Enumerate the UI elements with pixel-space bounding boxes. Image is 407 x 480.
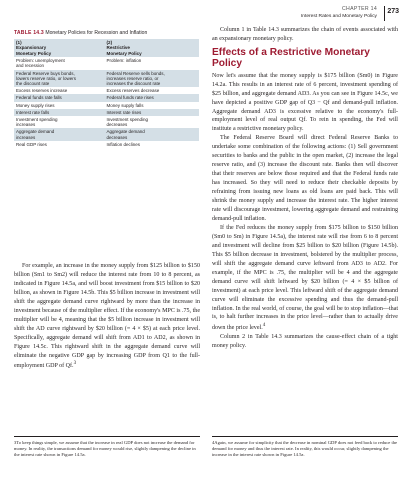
- table-cell: [107, 110, 198, 115]
- table-row: [14, 94, 199, 101]
- paragraph: [14, 262, 200, 371]
- table-cell-line: Aggregate demand: [106, 129, 145, 135]
- table-cell-line: decreases: [106, 122, 128, 128]
- table-cell-line: increases: [16, 134, 36, 140]
- running-title: Interest Rates and Monetary Policy: [300, 14, 377, 19]
- table-cell-line: Money supply rises: [16, 102, 55, 108]
- table-cell: [16, 71, 107, 87]
- header-rule: [384, 6, 385, 21]
- heading-line2: Policy: [212, 58, 243, 70]
- table-cell: [107, 103, 198, 108]
- table-cell: [16, 110, 107, 115]
- table-cell: [107, 58, 198, 68]
- table-row: [14, 70, 199, 88]
- table-cell: [107, 71, 198, 87]
- paragraph: Column 2 in Table 14.3 summarizes the cause-effect chain of a tight money policy.: [212, 334, 398, 350]
- col1-header-line2: Monetary Policy: [16, 50, 52, 56]
- footnote-marker: 4: [262, 323, 266, 329]
- col1-header-num: (1): [16, 40, 22, 45]
- table-cell: [16, 88, 107, 93]
- footnote-right: 4Again, we assume for simplicity that the decrease in nominal GDP does not feed back to reduce the demand for money and thus the interest rate. In reality, this would occur, slightly dampening the increase in the interest rate shown in Figure 14.5a.: [212, 436, 398, 458]
- table-cell-line: Aggregate demand: [16, 129, 55, 135]
- footnote-marker: 3: [73, 361, 77, 367]
- table-cell: [107, 142, 198, 147]
- table-cell: [16, 129, 107, 139]
- table-cell-line: increases: [16, 122, 36, 128]
- table-cell-line: increases the discount rate: [106, 81, 161, 87]
- policy-table: [14, 30, 199, 148]
- table-cell: [16, 103, 107, 108]
- col2-header-line1: Restrictive: [106, 45, 130, 51]
- table-number: TABLE 14.3: [14, 30, 44, 36]
- heading-line1: Effects of a Restrictive Monetary: [212, 46, 370, 58]
- table-cell-line: and recession: [16, 63, 45, 69]
- table-cell-line: Federal Reserve buys bonds,: [16, 70, 75, 76]
- table-row: [14, 141, 199, 148]
- left-column: [14, 262, 200, 371]
- col2-header: [107, 40, 198, 56]
- table-cell: [107, 95, 198, 100]
- table-cell-line: Investment spending: [106, 117, 149, 123]
- chapter-label: CHAPTER 14: [342, 6, 377, 12]
- table-row: [14, 116, 199, 128]
- paragraph-text: If the Fed reduces the money supply from $175 billion to $150 billion (Sm0 to Sm) in Figure 14.5a), the interest rate will rise from 6 to 8 percent and investment will decline from $25 billion to $20 billion (Figure 14.5b). This $5 billion decrease in investment, bolstered by the multiplier process, will shift the aggregate demand curve leftward from AD3 to AD2. For example, if the MPC is .75, the multiplier will be 4 and the aggregate demand curve will shift leftward by $20 billion (= 4 × $5 billion of investment) at each price level. This leftward shift of the aggregate demand curve will eliminate the excessive spending and thus the demand-pull inflation. In the real world, of course, the goal will be to stop inflation—that is, to halt further increases in the price level—rather than to actually drive down the price level.: [212, 224, 398, 332]
- right-column: [212, 26, 398, 351]
- col1-header-line1: Expansionary: [16, 45, 47, 51]
- paragraph: Column 1 in Table 14.3 summarizes the chain of events associated with an expansionary monetary policy.: [212, 27, 398, 42]
- table-cell: [16, 142, 107, 147]
- table-cell-line: Problem: unemployment: [16, 58, 65, 64]
- table-cell-line: increases reserve ratio, or: [106, 75, 159, 81]
- page-number: 273: [387, 8, 399, 15]
- table-cell-line: Investment spending: [16, 117, 58, 123]
- table-header: [14, 39, 199, 57]
- table-cell: [16, 95, 107, 100]
- paragraph-text: For example, an increase in the money supply from $125 billion to $150 billion (Sm1 to Sm2) will reduce the interest rate from 10 to 8 percent, as indicated in Figure 14.5a, and will boost investment from $15 billion to $20 billion, as shown in Figure 14.5b. This $5 billion increase in investment will shift the aggregate demand curve rightward by more than the increase in investment because of the multiplier effect. If the economy's MPC is .75, the multiplier will be 4, meaning that the $5 billion increase in investment will shift the AD curve rightward by $20 billion (= 4 × $5) at each price level. Specifically, aggregate demand will shift from AD1 to AD2, as shown in Figure 14.5c. This rightward shift in the aggregate demand curve will eliminate the negative GDP gap by increasing GDP from Q1 to the full-employment GDP of Qf.: [14, 263, 200, 370]
- table-cell: [16, 58, 107, 68]
- table-caption: [14, 30, 199, 36]
- table-cell: [16, 117, 107, 127]
- footnote-left: 3To keep things simple, we assume that the increase in real GDP does not increase the demand for money. In reality, the transactions demand for money would rise, slightly dampening the decline in the interest rate shown in Figure 14.5a.: [14, 436, 200, 458]
- table-cell: [107, 88, 198, 93]
- table-cell: [107, 129, 198, 139]
- table-row: [14, 87, 199, 94]
- table-body: [14, 57, 199, 148]
- table-cell-line: Federal Reserve sells bonds,: [106, 70, 165, 76]
- col1-header: [16, 40, 107, 56]
- paragraph: Now let's assume that the money supply is $175 billion (Sm0) in Figure 14.2a. This results in an interest rate of 6 percent, investment spending of $25 billion, and aggregate demand AD3. As you can see in Figure 14.5c, we have depicted a positive GDP gap of Q3 − Qf and demand-pull inflation. Aggregate demand AD3 is excessive relative to the economy's full-employment level of real output Qf. To rein in spending, the Fed will institute a restrictive monetary policy.: [212, 72, 398, 133]
- table-cell-line: the discount rate: [16, 81, 50, 87]
- table-row: [14, 57, 199, 69]
- table-cell-line: Federal funds rate falls: [16, 95, 62, 101]
- table-cell-line: Inflation declines: [106, 141, 141, 147]
- paragraph: The Federal Reserve Board will direct Federal Reserve Banks to undertake some combination of the following actions: (1) Sell government securities to banks and the public in the open market, (2) increase the legal reserve ratio, and (3) increase the discount rate. Banks then will discover that their reserves are below those required and that the Federal funds rate has increased. So they will need to reduce their checkable deposits by refraining from issuing new loans as old loans are paid back. This will shrink the money supply and increase the interest rate. The higher interest rate will discourage investment, lowering aggregate demand and restraining demand-pull inflation.: [212, 135, 398, 222]
- table-row: [14, 128, 199, 140]
- table-cell-line: lowers reserve ratio, or lowers: [16, 75, 77, 81]
- table-row: [14, 109, 199, 116]
- paragraph: [212, 224, 398, 333]
- table-cell-line: Federal funds rate rises: [106, 95, 154, 101]
- col2-header-line2: Monetary Policy: [106, 50, 142, 56]
- table-row: [14, 102, 199, 109]
- table-cell-line: Excess reserves decrease: [106, 88, 160, 94]
- table-cell-line: Interest rate rises: [106, 109, 142, 115]
- table-cell-line: Excess reserves increase: [16, 88, 68, 94]
- table-cell-line: Problem: inflation: [106, 58, 142, 64]
- table-cell-line: Interest rate falls: [16, 109, 50, 115]
- col2-header-num: (2): [106, 40, 113, 45]
- section-heading: [212, 47, 398, 70]
- table-cell-line: Money supply falls: [106, 102, 144, 108]
- table-cell-line: Real GDP rises: [16, 141, 47, 147]
- table-cell: [107, 117, 198, 127]
- table-cell-line: decreases: [106, 134, 128, 140]
- table-title: Monetary Policies for Recession and Inflation: [45, 30, 148, 36]
